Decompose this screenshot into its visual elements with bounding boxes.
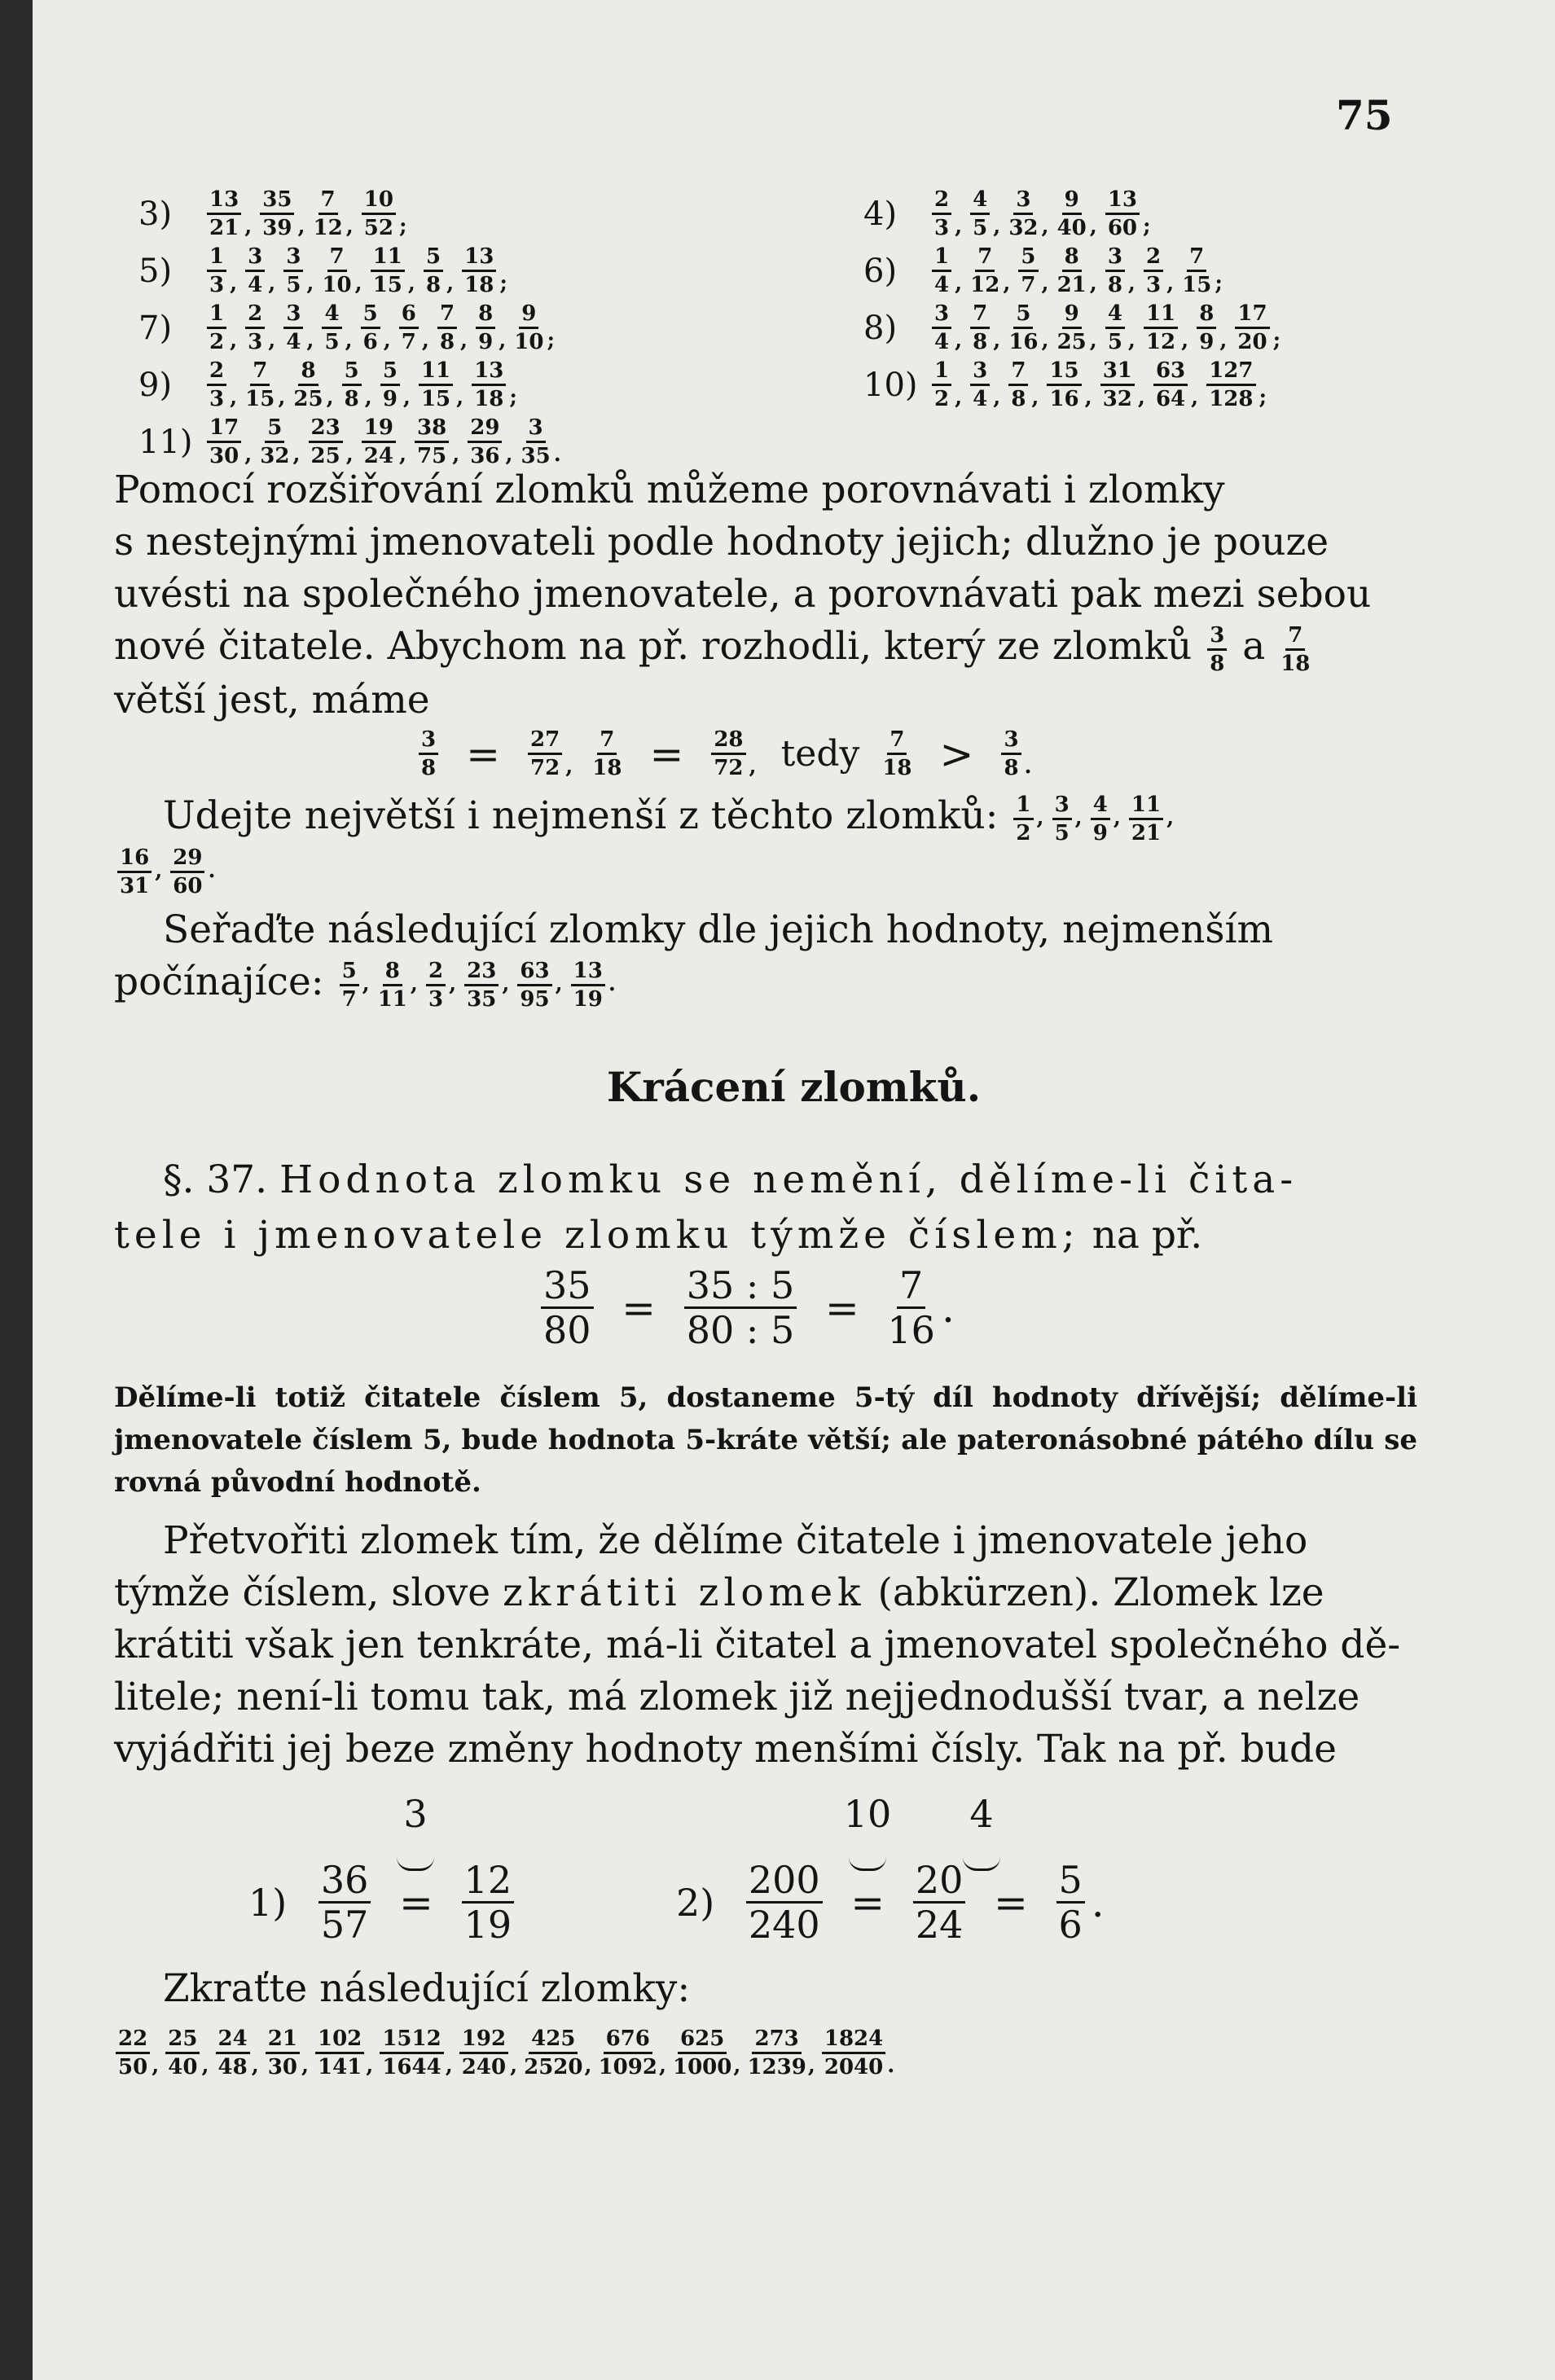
text-line: Seřaďte následující zlomky dle jejich hodnoty, nejmenším [163,907,1274,952]
example-2: 2) $\frac{200}{240}$ = $\frac{20}{24}$ = $\frac{5}{6}$ . [676,1858,1105,1947]
exercise-row: 5) $\frac{1}{3}$ , $\frac{3}{4}$ , $\frac{3}{5}$ , $\frac{7}{10}$ , $\frac{11}{15}$ , $\frac{5}{8}$ , $\frac{13}{18}$ ; [138,244,507,297]
fraction: $\frac{3}{8}$ [419,729,438,779]
exercise-label: 10) [863,366,918,404]
fraction: $\frac{63}{95}$ [517,960,551,1010]
fraction: $\frac{7}{15}$ [1182,244,1212,297]
exercise-label: 9) [138,366,173,404]
fraction: $\frac{4}{5}$ [970,189,990,239]
fraction: $\frac{3}{4}$ [283,303,303,353]
fraction: $\frac{29}{60}$ [170,847,204,897]
fraction: $\frac{13}{60}$ [1105,189,1140,239]
fraction: $\frac{5}{7}$ [340,960,359,1010]
fraction: $\frac{17}{20}$ [1235,303,1269,353]
text-line [114,956,1417,1010]
exercise-row: 8) $\frac{3}{4}$ , $\frac{7}{8}$ , $\frac{5}{16}$ , $\frac{9}{25}$ , $\frac{4}{5}$ , $\frac{11}{12}$ , $\frac{8}{9}$ , $\frac{17}{20}$ ; [863,301,1281,354]
fraction: $\frac{11}{21}$ [1129,794,1163,844]
fraction: $\frac{7}{15}$ [245,358,275,411]
exercise-label: 6) [863,252,898,290]
divisor-annotation: 10 [835,1792,900,1880]
fraction: $\frac{11}{15}$ [419,360,453,410]
fraction: $\frac{5}{16}$ [1008,301,1039,354]
fraction: $\frac{25}{40}$ [165,2028,200,2078]
fraction: $\frac{1}{2}$ [932,360,951,410]
fraction: $\frac{3}{4}$ [245,246,265,296]
fraction: $\frac{3}{8}$ [1001,729,1021,779]
final-task-text: Zkraťte následující zlomky: [163,1966,691,2011]
fraction: $\frac{127}{128}$ [1206,360,1255,410]
text-segment: Udejte největší i nejmenší z těchto zlomků: [163,793,999,838]
fraction: $\frac{13}{18}$ [462,246,496,296]
rule-text: Hodnota zlomku se nemění, dělíme-li čita- [279,1157,1298,1202]
fraction: $\frac{102}{141}$ [315,2028,364,2078]
rule-paragraph [114,1153,1417,1263]
fraction: $\frac{7}{12}$ [313,187,343,240]
fraction: $\frac{8}{9}$ [1197,303,1216,353]
fraction: $\frac{3}{32}$ [1008,187,1039,240]
fraction: $\frac{22}{50}$ [116,2028,150,2078]
paragraph-sign: §. 37. [163,1157,268,1202]
text-line [114,621,1417,674]
divisor-annotation: 4 [957,1792,1006,1880]
final-fraction-list: $\frac{22}{50}$ , $\frac{25}{40}$ , $\frac{24}{48}$ , $\frac{21}{30}$ , $\frac{102}{141}$ , $\frac{1512}{1644}$ , $\frac{192}{240}$ , $\frac{425}{2520}$ , $\frac{676}{1092}$ , $\frac{625}{1000}$ , $\frac{273}{1239}$ , $\frac{1824}{2040}$ . [114,2028,1434,2078]
exercise-row: 11) $\frac{17}{30}$ , $\frac{5}{32}$ , $\frac{23}{25}$ , $\frac{19}{24}$ , $\frac{38}{75}$ , $\frac{29}{36}$ , $\frac{3}{35}$ . [138,415,561,468]
task-largest-smallest [114,790,1417,897]
fraction: $\frac{2}{3}$ [1144,246,1163,296]
fraction: $\frac{35 : 5}{80 : 5}$ [684,1267,797,1349]
fraction: $\frac{13}{21}$ [207,189,241,239]
fraction: $\frac{7}{10}$ [322,244,352,297]
fraction: $\frac{24}{48}$ [216,2028,250,2078]
example-1: 1) $\frac{36}{57}$ = $\frac{12}{19}$ [248,1861,517,1943]
fraction: $\frac{12}{19}$ [462,1861,515,1943]
fraction: $\frac{6}{7}$ [399,303,419,353]
fraction: $\frac{2}{3}$ [426,960,446,1010]
fraction: $\frac{9}{40}$ [1056,187,1087,240]
rule-equation: $\frac{35}{80}$ = $\frac{35 : 5}{80 : 5}$ = $\frac{7}{16}$ . [538,1267,958,1349]
fraction: $\frac{21}{30}$ [266,2028,300,2078]
text-line [114,1567,1417,1619]
fraction: $\frac{7}{18}$ [882,727,912,780]
fraction: $\frac{5}{32}$ [260,415,290,468]
text-line: Přetvořiti zlomek tím, že dělíme čitatele i jmenovatele jeho [163,1518,1308,1563]
text-line [114,790,1417,844]
fraction-list: $\frac{1}{2}$ , $\frac{3}{5}$ , $\frac{4}{9}$ , $\frac{11}{21}$ , [1010,793,1179,838]
fraction: $\frac{3}{8}$ [1207,625,1227,674]
fraction: $\frac{63}{64}$ [1153,360,1188,410]
exercise-row: 4) $\frac{2}{3}$ , $\frac{4}{5}$ , $\frac{3}{32}$ , $\frac{9}{40}$ , $\frac{13}{60}$ ; [863,187,1151,240]
fraction: $\frac{5}{6}$ [361,303,380,353]
fraction: $\frac{15}{16}$ [1047,360,1081,410]
fraction: $\frac{8}{11}$ [377,958,407,1012]
exercise-label: 11) [138,423,193,461]
fraction: $\frac{3}{5}$ [1052,794,1072,844]
exercise-row: 7) $\frac{1}{2}$ , $\frac{2}{3}$ , $\frac{3}{4}$ , $\frac{4}{5}$ , $\frac{5}{6}$ , $\frac{6}{7}$ , $\frac{7}{8}$ , $\frac{8}{9}$ , $\frac{9}{10}$ ; [138,301,556,354]
fraction: $\frac{3}{35}$ [521,415,551,468]
fraction: $\frac{7}{16}$ [887,1263,935,1352]
fraction: $\frac{200}{240}$ [746,1861,823,1943]
fraction: $\frac{192}{240}$ [459,2028,508,2078]
fraction: $\frac{9}{25}$ [1056,301,1087,354]
fraction: $\frac{23}{35}$ [464,960,499,1010]
fraction: $\frac{13}{19}$ [571,960,605,1010]
fraction: $\frac{4}{5}$ [322,303,341,353]
fraction: $\frac{4}{9}$ [1091,794,1110,844]
text-line [114,1208,1417,1263]
tedy-word: tedy [780,733,860,775]
fraction: $\frac{10}{52}$ [362,189,396,239]
fraction: $\frac{35}{39}$ [260,189,294,239]
text-line: s nestejnými jmenovateli podle hodnoty jejich; dlužno je pouze [114,520,1329,564]
fraction: $\frac{38}{75}$ [415,417,449,467]
fraction: $\frac{19}{24}$ [362,417,396,467]
fraction: $\frac{2}{3}$ [207,360,226,410]
fraction: $\frac{13}{18}$ [472,360,506,410]
exercise-label: 4) [863,195,898,233]
fraction: $\frac{1824}{2040}$ [822,2028,885,2078]
text-line [114,844,1417,898]
fraction: $\frac{1}{2}$ [207,303,226,353]
fraction: $\frac{1512}{1644}$ [380,2028,443,2078]
fraction: $\frac{16}{31}$ [117,847,152,897]
fraction: $\frac{3}{5}$ [283,246,303,296]
fraction: $\frac{4}{5}$ [1105,303,1125,353]
text-line: litele; není-li tomu tak, má zlomek již nejjednodušší tvar, a nelze [114,1675,1360,1719]
section-heading: Krácení zlomků. [606,1063,982,1111]
fraction: $\frac{7}{18}$ [592,727,622,780]
book-page [33,0,1555,2380]
fraction: $\frac{29}{36}$ [468,417,502,467]
fraction-list: $\frac{5}{7}$ , $\frac{8}{11}$ , $\frac{2}{3}$ , $\frac{23}{35}$ , $\frac{63}{95}$ , $\frac{13}{19}$ . [336,959,621,1004]
divisor-annotation: 3 [391,1792,440,1880]
fraction: $\frac{27}{72}$ [528,729,562,779]
fraction: $\frac{3}{4}$ [970,360,990,410]
fraction: $\frac{1}{2}$ [1013,794,1033,844]
fraction: $\frac{28}{72}$ [711,729,745,779]
fraction: $\frac{5}{6}$ [1056,1861,1085,1943]
fraction: $\frac{8}{9}$ [476,303,495,353]
fraction: $\frac{36}{57}$ [318,1861,371,1943]
fraction: $\frac{7}{8}$ [1008,360,1028,410]
exercise-row: 6) $\frac{1}{4}$ , $\frac{7}{12}$ , $\frac{5}{7}$ , $\frac{8}{21}$ , $\frac{3}{8}$ , $\frac{2}{3}$ , $\frac{7}{15}$ ; [863,244,1223,297]
fraction: $\frac{273}{1239}$ [747,2027,806,2079]
fraction: $\frac{2}{3}$ [932,189,951,239]
text-segment: (abkürzen). Zlomek lze [877,1570,1324,1615]
text-line: uvésti na společného jmenovatele, a porovnávati pak mezi sebou [114,572,1372,617]
exercise-label: 3) [138,195,173,233]
fraction: $\frac{625}{1000}$ [673,2027,732,2079]
fraction: $\frac{3}{4}$ [932,303,951,353]
fraction: $\frac{7}{8}$ [970,303,990,353]
fraction: $\frac{3}{8}$ [1105,246,1125,296]
fraction: $\frac{8}{25}$ [293,358,323,411]
page-number: 75 [1336,91,1393,139]
fraction: $\frac{7}{18}$ [1280,622,1311,676]
term-spaced: zkrátiti zlomek [503,1570,866,1615]
fraction: $\frac{35}{80}$ [541,1267,594,1349]
greater-sign: > [939,730,974,778]
fraction: $\frac{9}{10}$ [514,301,544,354]
exercise-row: 3) $\frac{13}{21}$ , $\frac{35}{39}$ , $\frac{7}{12}$ , $\frac{10}{52}$ ; [138,187,407,240]
exercise-row: 10) $\frac{1}{2}$ , $\frac{3}{4}$ , $\frac{7}{8}$ , $\frac{15}{16}$ , $\frac{31}{32}$ , $\frac{63}{64}$ , $\frac{127}{128}$ ; [863,358,1267,411]
fraction: $\frac{1}{3}$ [207,246,226,296]
task-order [114,904,1417,1010]
exercise-label: 8) [863,309,898,347]
text-line [114,1153,1417,1208]
fraction: $\frac{5}{8}$ [342,360,362,410]
rule-text: tele i jmenovatele zlomku týmže číslem; [114,1213,1080,1258]
paragraph-compare [114,464,1417,727]
fraction: $\frac{23}{25}$ [309,417,343,467]
fraction-list: $\frac{16}{31}$ , $\frac{29}{60}$ . [114,847,221,892]
fraction: $\frac{31}{32}$ [1100,360,1135,410]
fraction: $\frac{1}{4}$ [932,246,951,296]
exercise-label: 7) [138,309,173,347]
text-line: větší jest, máme [114,677,430,722]
text-segment: a [1242,624,1266,669]
fraction: $\frac{8}{21}$ [1056,244,1087,297]
exercise-label: 5) [138,252,173,290]
fraction: $\frac{7}{12}$ [970,244,1000,297]
fraction: $\frac{676}{1092}$ [598,2027,657,2079]
explanation-small-print: Dělíme-li totiž čitatele číslem 5, dostaneme 5-tý díl hodnoty dřívější; dělíme-li jmenovatele číslem 5, bude hodnota 5-kráte větší; ale pateronásobné pátého dílu se rovná původní hodnotě. [114,1381,1417,1499]
fraction: $\frac{7}{8}$ [437,303,457,353]
fraction: $\frac{2}{3}$ [245,303,265,353]
example-label: 2) [676,1880,715,1925]
text-segment: na př. [1092,1213,1203,1258]
text-segment: počínajíce: [114,959,324,1004]
text-segment: nové čitatele. Abychom na př. rozhodli, který ze zlomků [114,624,1193,669]
exercise-row: 9) $\frac{2}{3}$ , $\frac{7}{15}$ , $\frac{8}{25}$ , $\frac{5}{8}$ , $\frac{5}{9}$ , $\frac{11}{15}$ , $\frac{13}{18}$ ; [138,358,518,411]
fraction: $\frac{425}{2520}$ [524,2027,583,2079]
fraction: $\frac{17}{30}$ [207,417,241,467]
text-line: vyjádřiti jej beze změny hodnoty menšími čísly. Tak na př. bude [114,1727,1337,1772]
text-line: krátiti však jen tenkráte, má-li čitatel a jmenovatel společného dě- [114,1623,1401,1667]
fraction: $\frac{5}{7}$ [1018,246,1038,296]
fraction: $\frac{5}{9}$ [380,360,400,410]
fraction: $\frac{11}{15}$ [371,246,405,296]
paragraph-reduce [114,1515,1417,1776]
fraction: $\frac{20}{24}$ [913,1861,966,1943]
text-segment: týmže číslem, slove [114,1570,491,1615]
text-line: Pomocí rozšiřování zlomků můžeme porovnávati i zlomky [114,468,1225,512]
compare-equation: $\frac{3}{8}$ = $\frac{27}{72}$ , $\frac{7}{18}$ = $\frac{28}{72}$ , tedy $\frac{7}{18}$ > $\frac{3}{8}$ . [415,729,1037,779]
fraction: $\frac{5}{8}$ [424,246,443,296]
example-label: 1) [248,1880,288,1925]
fraction: $\frac{11}{12}$ [1144,303,1178,353]
